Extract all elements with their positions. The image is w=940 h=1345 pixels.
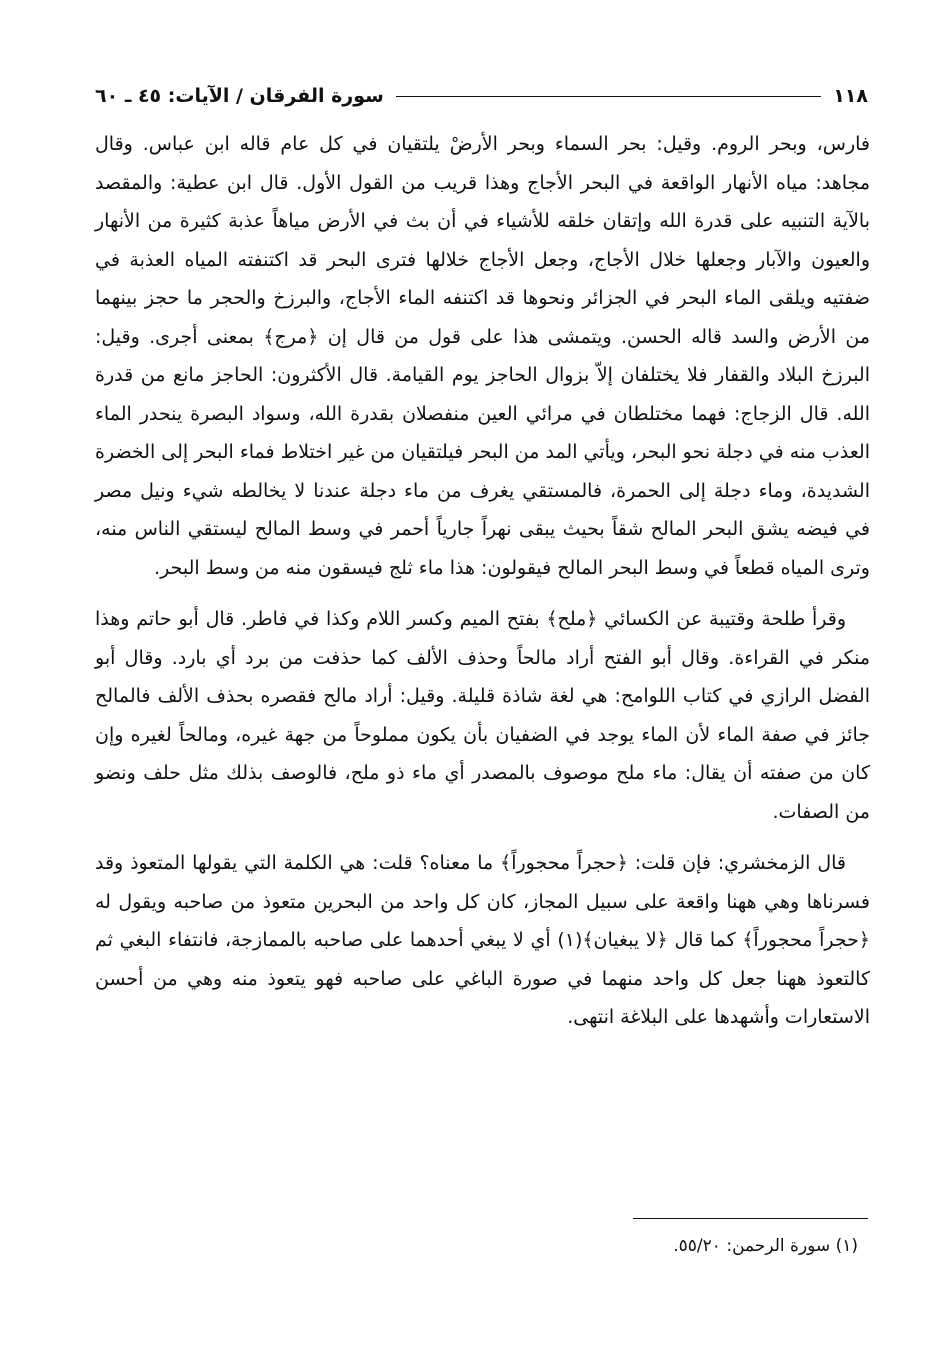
footnote-rule	[633, 1218, 868, 1219]
header-rule	[396, 96, 821, 97]
page-number: ١١٨	[833, 85, 868, 107]
page-body	[95, 125, 870, 1037]
page-header	[95, 78, 868, 114]
paragraph-1: فارس، وبحر الروم. وقيل: بحر السماء وبحر الأرضْ يلتقيان في كل عام قاله ابن عباس. وقال مجاهد: مياه الأنهار الواقعة في البحر الأجاج وهذا قريب من القول الأول. قال ابن عطية: والمقصد بالآية التنبيه على قدرة الله وإتقان خلقه للأشياء في أن بث في الأرض مياهاً عذبة كثيرة من الأنهار والعيون والآبار وجعلها خلال الأجاج، وجعل الأجاج خلالها فترى البحر قد اكتنفته المياه العذبة في ضفتيه ويلقى الماء البحر في الجزائر ونحوها قد اكتنفه الماء الأجاج، والبرزخ والحجر ما حجز بينهما من الأرض والسد قاله الحسن. ويتمشى هذا على قول من قال إن ﴿مرج﴾ بمعنى أجرى. وقيل: البرزخ البلاد والقفار فلا يختلفان إلاّ بزوال الحاجز يوم القيامة. قال الأكثرون: الحاجز مانع من قدرة الله. قال الزجاج: فهما مختلطان في مرائي العين منفصلان بقدرة الله، وسواد البصرة ينحدر الماء العذب منه في دجلة نحو البحر، ويأتي المد من البحر فيلتقيان من غير اختلاط فماء البحر إلى الخضرة الشديدة، وماء دجلة إلى الحمرة، فالمستقي يغرف من ماء دجلة عندنا لا يخالطه شيء ونيل مصر في فيضه يشق البحر المالح شقاً بحيث يبقى نهراً جارياً أحمر في وسط المالح ليستقي الناس منه، وترى المياه قطعاً في وسط البحر المالح فيقولون: هذا ماء ثلج فيسقون منه من وسط البحر.	[95, 133, 870, 579]
footnote: (١) سورة الرحمن: ٥٥/٢٠.	[673, 1236, 858, 1256]
paragraph-3: قال الزمخشري: فإن قلت: ﴿حجراً محجوراً﴾ ما معناه؟ قلت: هي الكلمة التي يقولها المتعوذ وقد فسرناها وهي ههنا واقعة على سبيل المجاز، كان كل واحد من البحرين متعوذ من صاحبه ويقول له ﴿حجراً محجوراً﴾ كما قال ﴿لا يبغيان﴾(١) أي لا يبغي أحدهما على صاحبه بالممازجة، فانتفاء البغي ثم كالتعوذ ههنا جعل كل واحد منهما في صورة الباغي على صاحبه فهو يتعوذ منه وهي من أحسن الاستعارات وأشهدها على البلاغة انتهى.	[95, 852, 870, 1028]
paragraph-2: وقرأ طلحة وقتيبة عن الكسائي ﴿ملح﴾ بفتح الميم وكسر اللام وكذا في فاطر. قال أبو حاتم وهذا منكر في القراءة. وقال أبو الفتح أراد مالحاً وحذف الألف كما حذفت من برد أي بارد. وقال أبو الفضل الرازي في كتاب اللوامح: هي لغة شاذة قليلة. وقيل: أراد مالح فقصره بحذف الألف فالمالح جائز في صفة الماء لأن الماء يوجد في الضفيان بأن يكون مملوحاً من جهة غيره، ومالحاً لغيره وإن كان من صفته أن يقال: ماء ملح موصوف بالمصدر أي ماء ذو ملح، فالوصف بذلك مثل حلف ونضو من الصفات.	[95, 608, 870, 823]
surah-title: سورة الفرقان / الآيات: ٤٥ ـ ٦٠	[95, 85, 384, 107]
